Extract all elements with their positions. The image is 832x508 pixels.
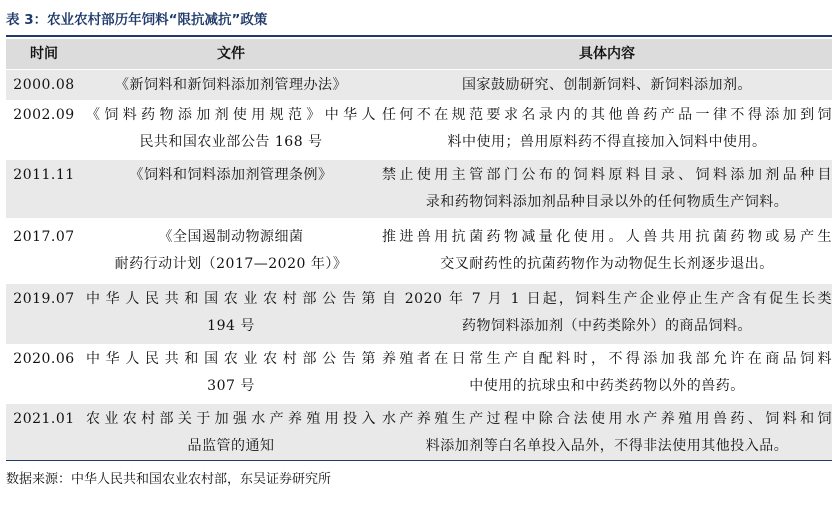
table-title: 表 3：农业农村部历年饲料“限抗减抗”政策: [6, 12, 268, 28]
cell-file: [86, 162, 376, 189]
file-line: 中华人民共和国农业农村部公告第: [86, 291, 376, 307]
file-line: 307 号: [207, 378, 255, 394]
cell-time: 2019.07: [13, 291, 75, 307]
header-time: 时间: [30, 46, 58, 62]
content-line: 推进兽用抗菌药物减量化使用。人兽共用抗菌药物或易产生: [382, 229, 832, 245]
file-line: 《饲料药物添加剂使用规范》中华人: [86, 107, 376, 123]
table-row: [6, 404, 832, 460]
content-line: 自 2020 年 7 月 1 日起，饲料生产企业停止生产含有促生长类: [382, 291, 832, 307]
cell-time: 2011.11: [13, 167, 75, 183]
cell-file: [86, 72, 376, 99]
content-line: 录和药物饲料添加剂品种目录以外的任何物质生产饲料。: [425, 194, 789, 210]
file-line: 农业农村部关于加强水产养殖用投入: [86, 411, 376, 427]
cell-content: [382, 346, 832, 400]
content-line: 水产养殖生产过程中除合法使用水产养殖用兽药、饲料和饲: [382, 411, 832, 427]
cell-file: [86, 102, 376, 156]
table-row: [6, 222, 832, 282]
table-row: [6, 160, 832, 218]
cell-content: [382, 286, 832, 340]
content-line: 国家鼓励研究、创制新饲料、新饲料添加剂。: [462, 77, 752, 93]
table-row: [6, 100, 832, 158]
file-line: 《全国遏制动物源细菌: [158, 229, 304, 245]
content-line: 任何不在规范要求名录内的其他兽药产品一律不得添加到饲: [382, 107, 832, 123]
file-line: 《新饲料和新饲料添加剂管理办法》: [115, 77, 347, 93]
content-line: 禁止使用主管部门公布的饲料原料目录、饲料添加剂品种目: [382, 167, 832, 183]
file-line: 中华人民共和国农业农村部公告第: [86, 351, 376, 367]
content-line: 料中使用；兽用原料药不得直接加入饲料中使用。: [447, 134, 767, 150]
cell-file: [86, 286, 376, 340]
file-line: 《饲料和饲料添加剂管理条例》: [129, 167, 333, 183]
content-line: 料添加剂等白名单投入品外，不得非法使用其他投入品。: [425, 438, 789, 454]
cell-content: [382, 102, 832, 156]
bottom-rule: [6, 460, 832, 461]
cell-time: 2000.08: [13, 77, 75, 93]
cell-content: [382, 162, 832, 216]
file-line: 民共和国农业部公告 168 号: [139, 134, 323, 150]
source-note: 数据来源：中华人民共和国农业农村部，东吴证券研究所: [6, 472, 332, 487]
cell-time: 2021.01: [13, 411, 75, 427]
content-line: 药物饲料添加剂（中药类除外）的商品饲料。: [462, 318, 752, 334]
file-line: 194 号: [207, 318, 255, 334]
file-line: 品监管的通知: [187, 438, 275, 454]
cell-content: [382, 72, 832, 99]
table-header: [6, 39, 832, 69]
cell-file: [86, 346, 376, 400]
cell-content: [382, 224, 832, 278]
file-line: 耐药行动计划（2017—2020 年）》: [114, 256, 348, 272]
table-row: [6, 70, 832, 100]
table-row: [6, 344, 832, 404]
cell-file: [86, 406, 376, 460]
cell-time: 2002.09: [13, 107, 75, 123]
header-file: 文件: [217, 46, 245, 62]
content-line: 中使用的抗球虫和中药类药物以外的兽药。: [469, 378, 745, 394]
content-line: 交叉耐药性的抗菌药物作为动物促生长剂逐步退出。: [440, 256, 774, 272]
header-content: 具体内容: [579, 46, 635, 62]
cell-time: 2017.07: [13, 229, 75, 245]
cell-time: 2020.06: [13, 351, 75, 367]
cell-file: [86, 224, 376, 278]
cell-content: [382, 406, 832, 460]
content-line: 养殖者在日常生产自配料时，不得添加我部允许在商品饲料: [382, 351, 832, 367]
table-row: [6, 284, 832, 344]
top-rule: [6, 35, 832, 37]
